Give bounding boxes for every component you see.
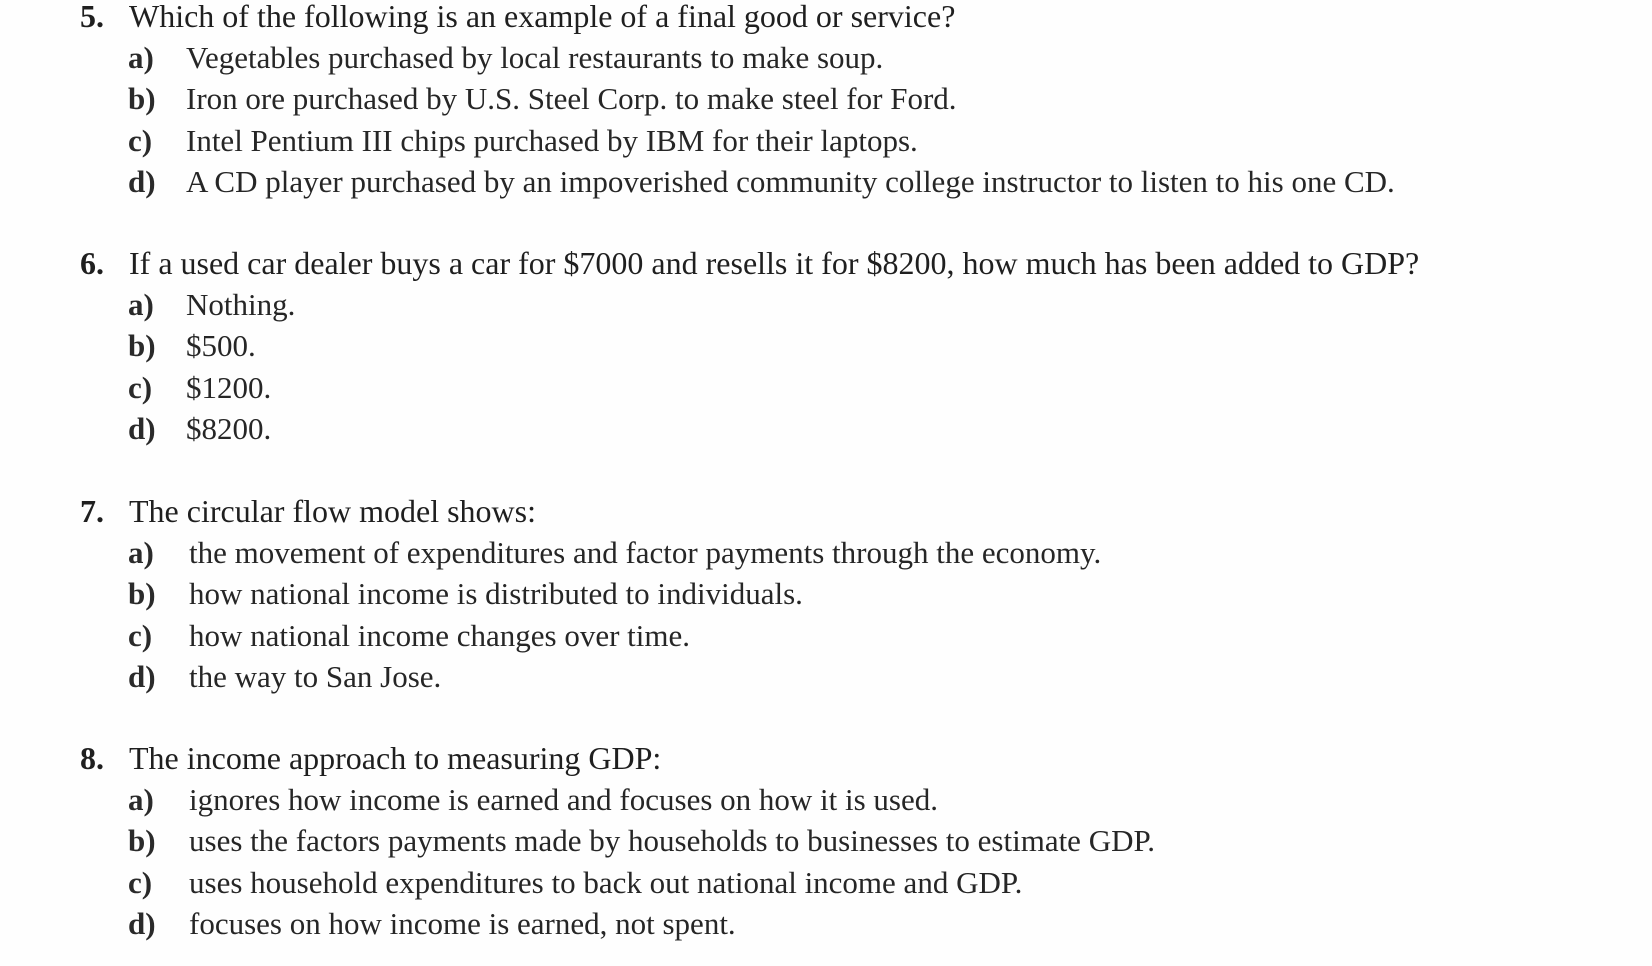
question-text: The income approach to measuring GDP:: [129, 740, 662, 776]
option-d: [0, 408, 1652, 449]
option-c: [0, 862, 1652, 903]
option-letter: a): [128, 782, 154, 817]
option-text: Nothing.: [186, 287, 296, 322]
question-text: If a used car dealer buys a car for $7000 and resells it for $8200, how much has been added to GDP?: [129, 245, 1420, 281]
question-stem: [0, 738, 1652, 779]
question-number: 5.: [80, 0, 104, 34]
option-letter: d): [128, 906, 156, 942]
option-a: [0, 284, 1652, 325]
option-letter: c): [128, 864, 153, 900]
option-letter: b): [128, 81, 156, 117]
option-a: [0, 779, 1652, 820]
question-text: Which of the following is an example of a final good or service?: [129, 0, 956, 34]
question-number: 8.: [80, 740, 104, 776]
option-text: $500.: [186, 328, 256, 364]
option-text: Iron ore purchased by U.S. Steel Corp. to make steel for Ford.: [186, 81, 957, 117]
option-d: [0, 903, 1652, 944]
question-stem: [0, 0, 1652, 37]
question-6: [0, 243, 1652, 450]
option-text: the way to San Jose.: [189, 659, 442, 695]
option-text: Intel Pentium III chips purchased by IBM for their laptops.: [186, 122, 918, 158]
option-letter: a): [128, 535, 154, 570]
question-text: The circular flow model shows:: [129, 493, 536, 529]
question-number: 7.: [80, 493, 104, 529]
option-text: ignores how income is earned and focuses on how it is used.: [189, 782, 939, 817]
option-b: [0, 820, 1652, 861]
option-letter: d): [128, 411, 156, 447]
option-letter: c): [128, 617, 153, 653]
option-c: [0, 367, 1652, 408]
option-c: [0, 615, 1652, 656]
question-7: [0, 491, 1652, 698]
option-letter: b): [128, 823, 156, 859]
option-a: [0, 532, 1652, 573]
option-letter: a): [128, 287, 154, 322]
option-letter: c): [128, 369, 153, 405]
option-text: uses the factors payments made by households to businesses to estimate GDP.: [189, 823, 1156, 859]
question-8: [0, 738, 1652, 945]
option-text: the movement of expenditures and factor payments through the economy.: [189, 535, 1102, 570]
option-c: [0, 120, 1652, 161]
option-d: [0, 161, 1652, 202]
option-b: [0, 573, 1652, 614]
option-letter: c): [128, 122, 153, 158]
option-b: [0, 325, 1652, 366]
option-text: how national income changes over time.: [189, 617, 691, 653]
option-text: $1200.: [186, 369, 272, 405]
question-number: 6.: [80, 245, 104, 281]
option-text: uses household expenditures to back out national income and GDP.: [189, 864, 1023, 900]
question-stem: [0, 243, 1652, 284]
option-text: $8200.: [186, 411, 272, 447]
option-a: [0, 37, 1652, 78]
question-5: [0, 0, 1652, 203]
option-text: Vegetables purchased by local restaurants to make soup.: [186, 40, 884, 75]
option-letter: b): [128, 576, 156, 612]
option-letter: d): [128, 164, 156, 200]
option-d: [0, 656, 1652, 697]
option-letter: b): [128, 328, 156, 364]
option-text: A CD player purchased by an impoverished community college instructor to listen to his one CD.: [186, 164, 1395, 200]
option-letter: a): [128, 40, 154, 75]
question-stem: [0, 491, 1652, 532]
option-letter: d): [128, 659, 156, 695]
option-text: how national income is distributed to individuals.: [189, 576, 803, 612]
option-b: [0, 78, 1652, 119]
option-text: focuses on how income is earned, not spent.: [189, 906, 736, 942]
